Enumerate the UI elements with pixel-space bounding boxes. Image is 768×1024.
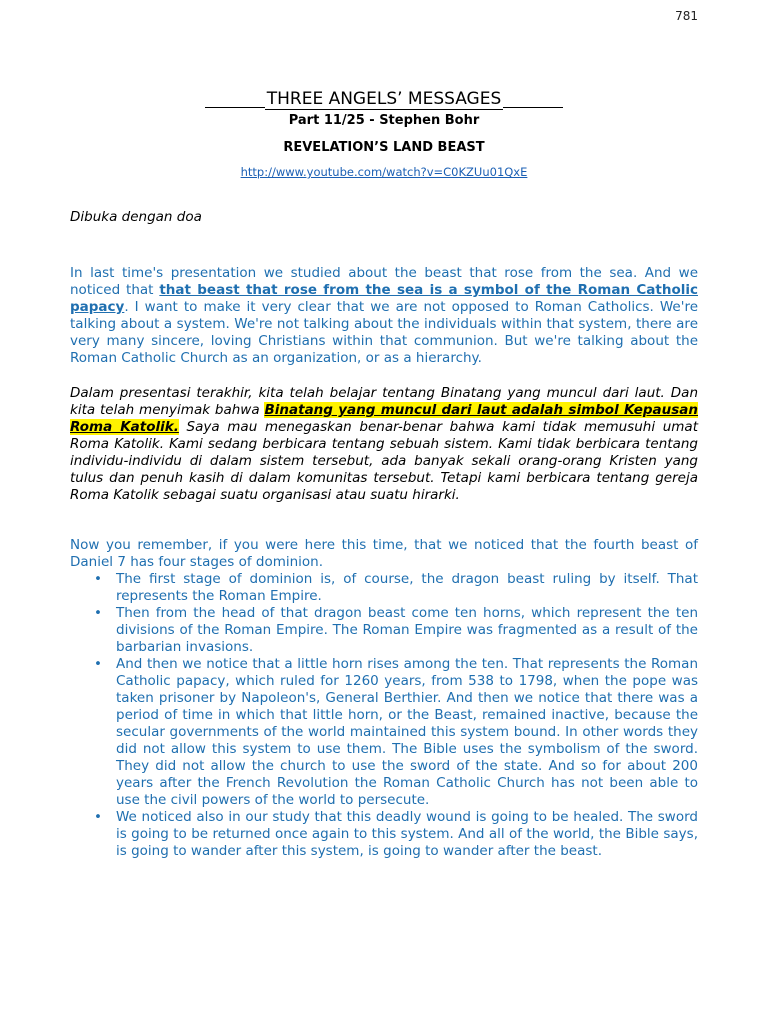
section-title: REVELATION’S LAND BEAST — [283, 140, 485, 155]
bullet-icon: • — [94, 656, 102, 672]
document-title — [0, 89, 768, 110]
bullet-icon: • — [94, 605, 102, 621]
bullet-icon: • — [94, 571, 102, 587]
paragraph-english-1 — [70, 265, 698, 367]
bullet-list — [70, 571, 698, 860]
page-number: 781 — [675, 9, 698, 23]
highlighted-text: Binatang yang muncul dari laut adalah simbol Kepausan Roma Katolik. — [70, 402, 698, 435]
paragraph-text: Saya mau menegaskan benar-benar bahwa kami tidak memusuhi umat Roma Katolik. Kami sedang berbicara tentang sebuah sistem. Kami tidak berbicara tentang individu-individu di dalam sistem tersebut, ada banyak sekali orang-orang Kristen yang tulus dan penuh kasih di dalam komunitas tersebut. Tetapi kami berbicara tentang gereja Roma Katolik sebagai suatu organisasi atau suatu hirarki. — [70, 419, 698, 503]
paragraph-intro: Now you remember, if you were here this time, that we noticed that the fourth beast of Daniel 7 has four stages of dominion. — [70, 537, 698, 570]
title-underline-left — [205, 107, 265, 108]
list-item-text: We noticed also in our study that this deadly wound is going to be healed. The sword is going to be returned once again to this system. And all of the world, the Bible says, is going to wander after this system, is going to wander after the beast. — [116, 809, 698, 859]
opening-line: Dibuka dengan doa — [70, 209, 202, 225]
title-text: THREE ANGELS’ MESSAGES — [266, 89, 502, 109]
emphasized-text: that beast that rose from the sea is a symbol of the Roman Catholic papacy — [70, 282, 698, 315]
paragraph-text: In last time's presentation we studied about the beast that rose from the sea. And we noticed that — [70, 265, 698, 298]
list-item — [70, 809, 698, 860]
paragraph-indonesian-1 — [70, 385, 698, 504]
list-item — [70, 656, 698, 809]
paragraph-english-2 — [70, 537, 698, 860]
list-item-text: The first stage of dominion is, of course, the dragon beast ruling by itself. That represents the Roman Empire. — [116, 571, 698, 604]
document-header — [0, 89, 768, 180]
list-item-text: And then we notice that a little horn rises among the ten. That represents the Roman Catholic papacy, which ruled for 1260 years, from 538 to 1798, when the pope was taken prisoner by Napoleon's, General Berthier. And then we notice that there was a period of time in which that little horn, or the Beast, remained inactive, because the secular governments of the world maintained this system bound. In other words they did not allow this system to use them. The Bible uses the symbolism of the sword. They did not allow the church to use the sword of the state. And so for about 200 years after the French Revolution the Roman Catholic Church has not been able to use the civil powers of the world to persecute. — [116, 656, 698, 808]
list-item-text: Then from the head of that dragon beast come ten horns, which represent the ten divisions of the Roman Empire. The Roman Empire was fragmented as a result of the barbarian invasions. — [116, 605, 698, 655]
list-item — [70, 571, 698, 605]
document-subtitle: Part 11/25 - Stephen Bohr — [288, 113, 480, 128]
video-link[interactable]: http://www.youtube.com/watch?v=C0KZUu01QxE — [240, 165, 528, 179]
title-underline-right — [503, 107, 563, 108]
paragraph-text: Dalam presentasi terakhir, kita telah belajar tentang Binatang yang muncul dari laut. Dan kita telah menyimak bahwa — [70, 385, 698, 418]
list-item — [70, 605, 698, 656]
bullet-icon: • — [94, 809, 102, 825]
paragraph-text: . I want to make it very clear that we are not opposed to Roman Catholics. We're talking about a system. We're not talking about the individuals within that system, there are very many sincere, loving Christians within that communion. But we're talking about the Roman Catholic Church as an organization, or as a hierarchy. — [70, 299, 698, 366]
